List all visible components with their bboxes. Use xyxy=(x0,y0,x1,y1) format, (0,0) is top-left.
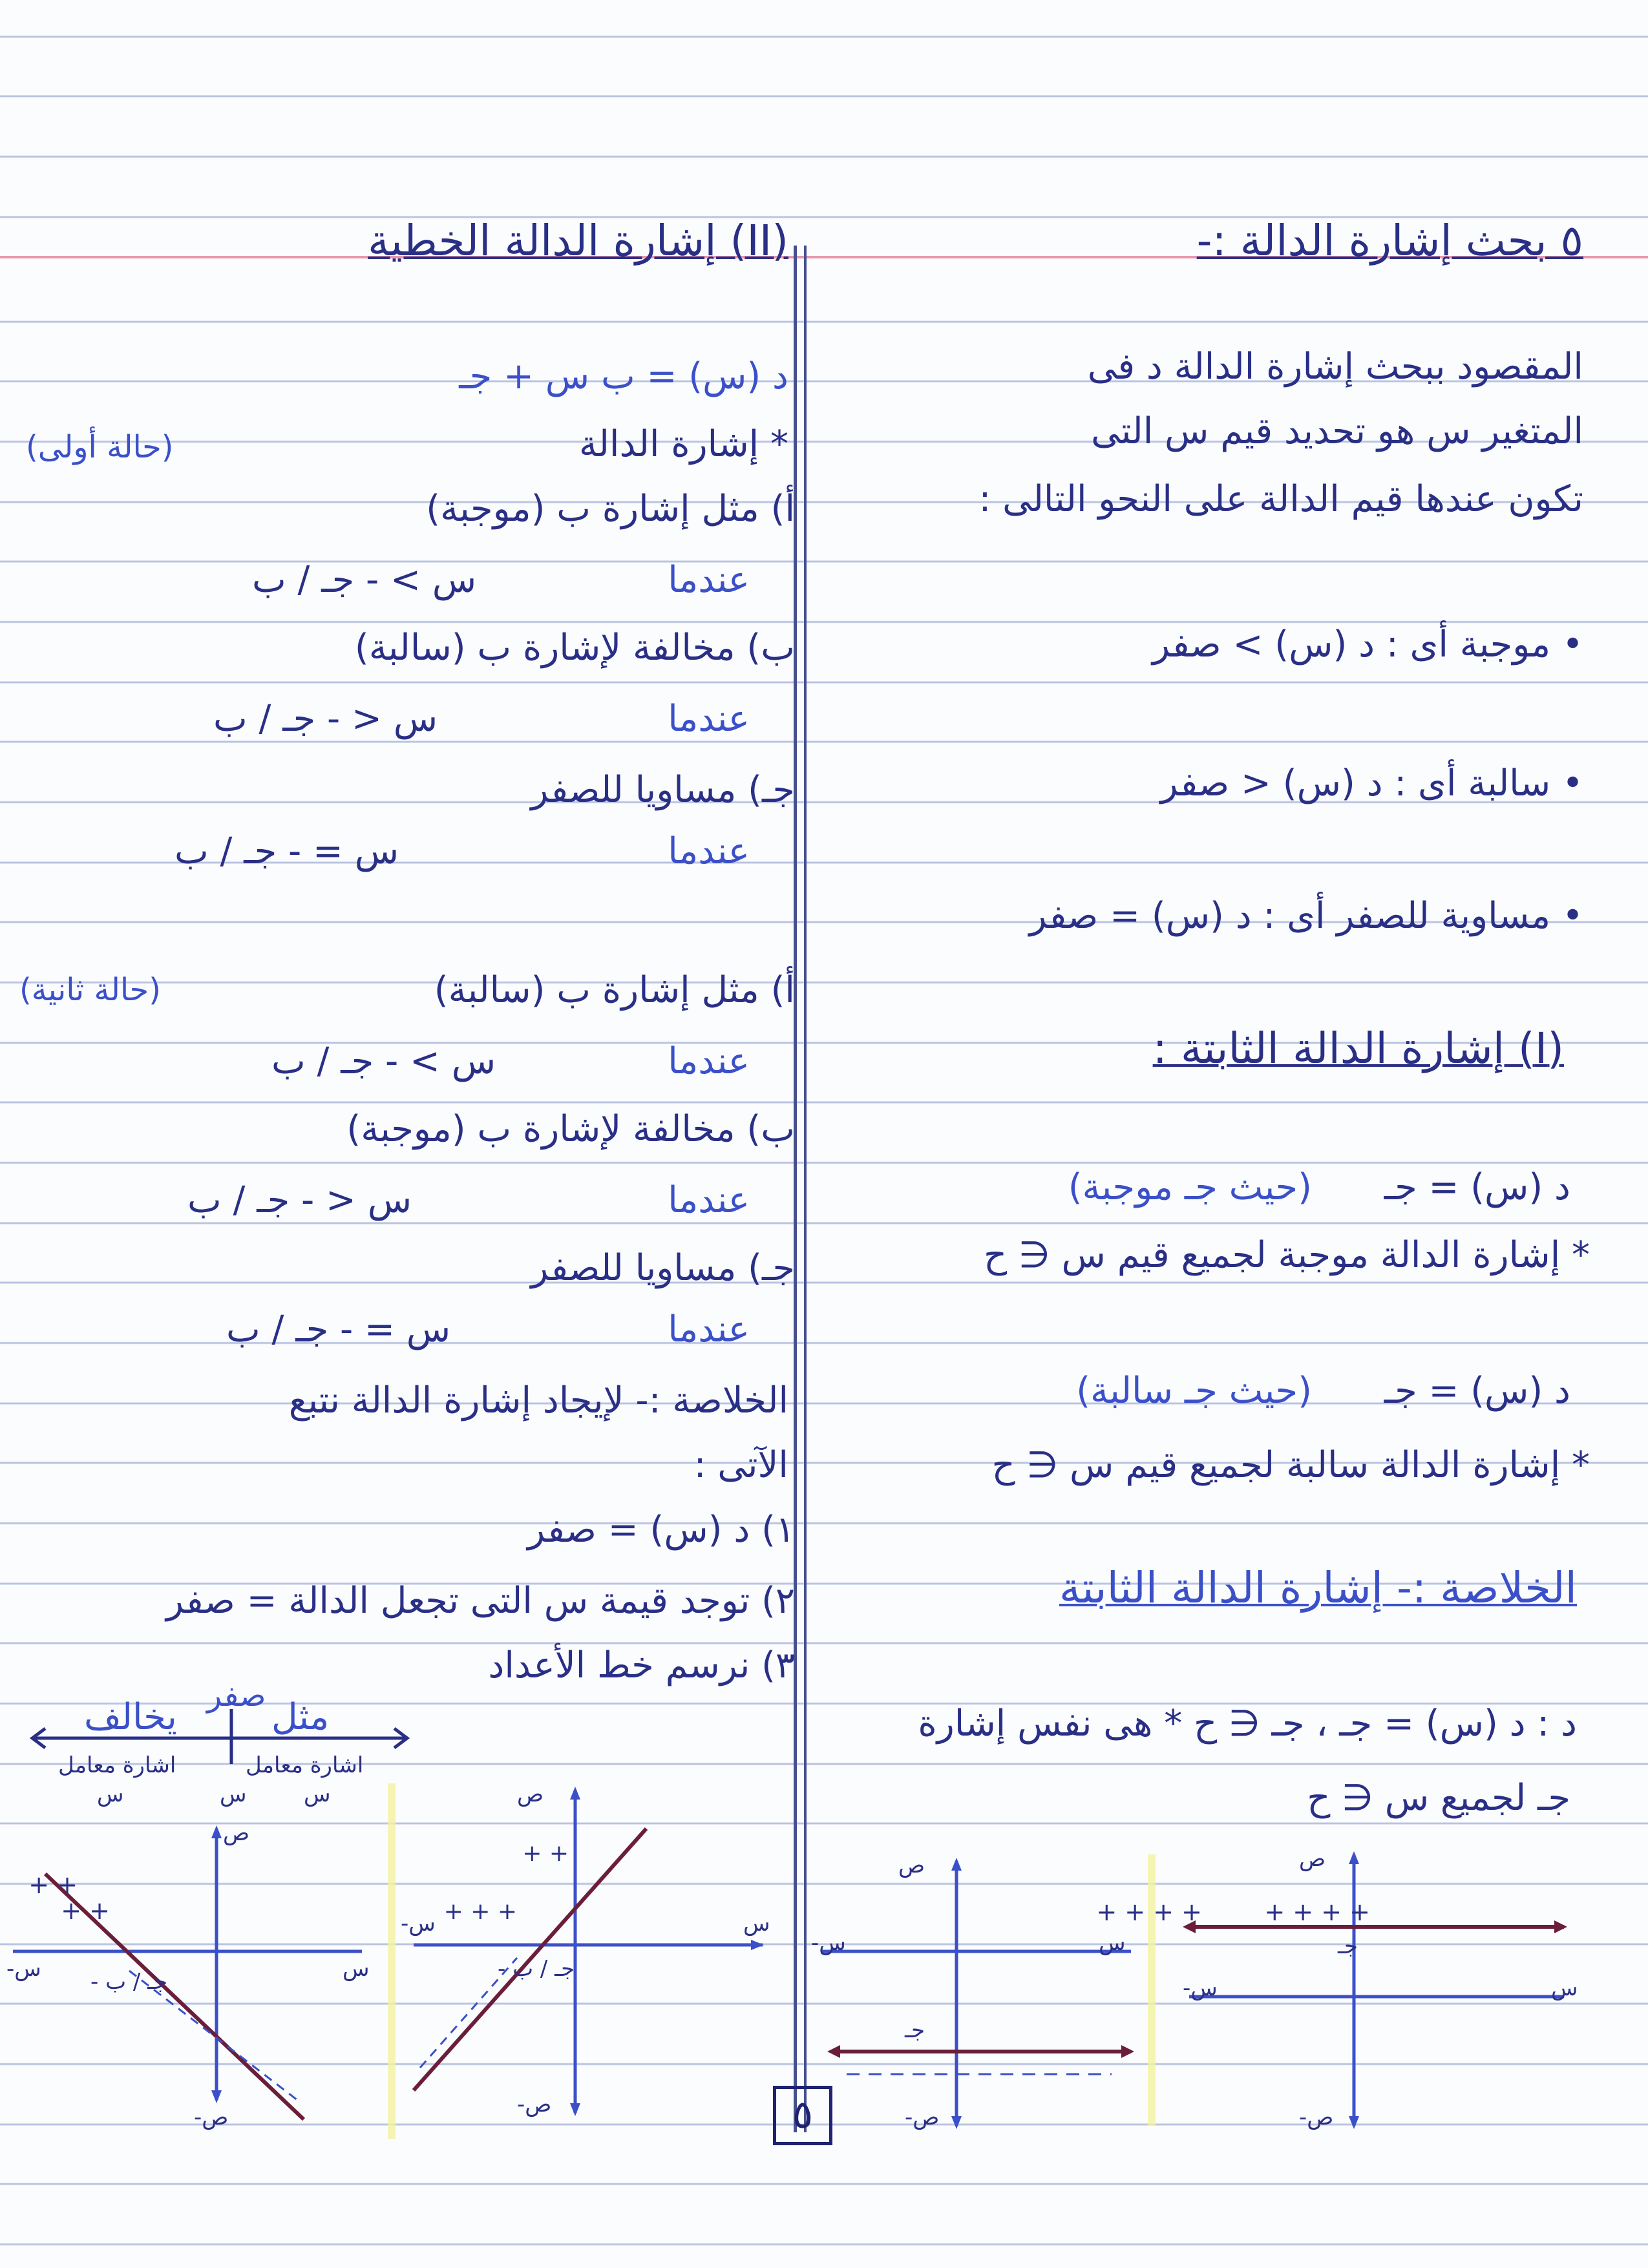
graph-a-root: - جـ / ب xyxy=(90,1969,168,1995)
svg-text:+ +: + + xyxy=(28,1871,78,1899)
svg-text:+ + + +: + + + + xyxy=(1264,1898,1370,1926)
graph-a-y-label: ص xyxy=(223,1820,250,1846)
const-negative-sign: * إشارة الدالة سالبة لجميع قيم س ∈ ح xyxy=(991,1444,1590,1486)
case-1-c-when: عندما xyxy=(668,830,750,872)
nl-zero-label: صفر xyxy=(207,1677,266,1714)
case-1-c-cond: س = - جـ / ب xyxy=(174,830,399,872)
bullet-zero: • مساوية للصفر أى : د (س) = صفر xyxy=(1029,895,1583,937)
const-negative-cond: (حيث جـ سالبة) xyxy=(1076,1370,1312,1412)
intro-line-3: تكون عندها قيم الدالة على النحو التالى : xyxy=(978,478,1583,520)
nl-s-mid: س xyxy=(220,1781,247,1807)
const-negative-eq: د (س) = جـ xyxy=(1384,1370,1570,1412)
const-positive-sign: * إشارة الدالة موجبة لجميع قيم س ∈ ح xyxy=(984,1234,1590,1276)
step-2: ٢) توجد قيمة س التى تجعل الدالة = صفر xyxy=(166,1580,795,1622)
graph-a-yneg-label: ص- xyxy=(194,2105,229,2130)
case-2-b-cond: س < - جـ / ب xyxy=(187,1179,412,1221)
intro-line-1: المقصود ببحث إشارة الدالة د فى xyxy=(1087,346,1583,388)
svg-text:+ + +: + + + xyxy=(443,1898,517,1925)
graph-b-xneg-label: س- xyxy=(401,1911,436,1937)
left-summary-title: الخلاصة :- لإيجاد إشارة الدالة نتبع xyxy=(288,1380,788,1422)
nl-s-left: س xyxy=(97,1781,124,1807)
case-2-b-when: عندما xyxy=(668,1179,750,1221)
linear-equation: د (س) = ب س + جـ xyxy=(459,355,788,397)
bullet-negative: • سالبة أى : د (س) < صفر xyxy=(1160,762,1583,804)
section-heading: ٥ بحث إشارة الدالة :- xyxy=(1196,216,1583,266)
nl-same-label: مثل xyxy=(271,1696,330,1738)
graph-constant-negative xyxy=(808,1854,1144,2139)
nl-opposite-label: يخالف xyxy=(84,1696,177,1738)
case-1-c: جـ) مساويا للصفر xyxy=(531,769,795,811)
highlight-strip-right xyxy=(1148,1854,1156,2126)
graph-constant-positive xyxy=(1096,1848,1577,2139)
case-2-c: جـ) مساويا للصفر xyxy=(531,1247,795,1289)
nl-coef-label-left: اشارة معامل xyxy=(58,1752,176,1778)
graph-d-y-label: ص xyxy=(1299,1846,1326,1872)
intro-line-2: المتغير س هو تحديد قيم س التى xyxy=(1091,410,1583,452)
step-3: ٣) نرسم خط الأعداد xyxy=(488,1644,795,1686)
right-summary-line-2: جـ لجميع س ∈ ح xyxy=(1307,1777,1570,1819)
column-divider-inner xyxy=(804,246,807,2132)
case-2-a-when: عندما xyxy=(668,1040,750,1082)
const-positive-eq: د (س) = جـ xyxy=(1384,1166,1570,1208)
case-1-b-cond: س < - جـ / ب xyxy=(213,698,438,740)
svg-text:+ + + +: + + + + xyxy=(1096,1898,1202,1926)
case-2-a: أ) مثل إشارة ب (سالبة) xyxy=(434,969,795,1011)
graph-b-y-label: ص xyxy=(517,1781,544,1807)
right-summary-line-1: د : د (س) = جـ ، جـ ∈ ح * هى نفس إشارة xyxy=(918,1703,1577,1745)
graph-d-yneg-label: ص- xyxy=(1299,2105,1334,2130)
page-number: ٥ xyxy=(773,2086,832,2145)
const-positive-cond: (حيث جـ موجبة) xyxy=(1068,1166,1312,1208)
nl-s-right: س xyxy=(304,1781,331,1807)
svg-text:+ +: + + xyxy=(522,1840,569,1867)
graph-c-y-label: ص xyxy=(898,1853,925,1878)
case-1-a: أ) مثل إشارة ب (موجبة) xyxy=(426,488,795,530)
graph-c-c-label: جـ xyxy=(905,2017,925,2043)
case-2-c-cond: س = - جـ / ب xyxy=(226,1308,451,1350)
graph-b-yneg-label: ص- xyxy=(517,2092,552,2117)
bullet-positive: • موجبة أى : د (س) > صفر xyxy=(1152,624,1583,666)
case-2-label: (حالة ثانية) xyxy=(19,972,161,1008)
graph-d-xneg-label: س- xyxy=(1183,1975,1218,2001)
case-1-a-cond: س > - جـ / ب xyxy=(252,559,477,601)
graph-b-x-label: س xyxy=(743,1911,770,1937)
nl-coef-label-right: اشارة معامل xyxy=(246,1752,364,1778)
svg-text:+ +: + + xyxy=(61,1896,110,1925)
section-1-title: (I) إشارة الدالة الثابتة : xyxy=(1152,1024,1564,1073)
case-1-b-when: عندما xyxy=(668,698,750,740)
graph-c-x-label: س xyxy=(1099,1930,1126,1956)
left-summary-cont: الآتى : xyxy=(693,1444,788,1486)
right-summary-title: الخلاصة :- إشارة الدالة الثابتة xyxy=(1059,1563,1577,1613)
graph-d-c-label: جـ xyxy=(1338,1933,1358,1959)
case-2-a-cond: س > - جـ / ب xyxy=(271,1040,496,1082)
case-1-a-when: عندما xyxy=(668,559,750,601)
graph-b-root: - جـ / ب xyxy=(498,1956,575,1982)
case-1-b: ب) مخالفة لإشارة ب (سالبة) xyxy=(354,627,795,669)
case-1-label: (حالة أولى) xyxy=(26,429,174,465)
graph-a-x-label: س xyxy=(343,1956,370,1982)
case-2-b: ب) مخالفة لإشارة ب (موجبة) xyxy=(346,1108,795,1150)
graph-increasing-line xyxy=(401,1783,776,2132)
graph-a-xneg-label: س- xyxy=(6,1956,41,1982)
step-1: ١) د (س) = صفر xyxy=(527,1509,795,1551)
case-2-c-when: عندما xyxy=(668,1308,750,1350)
section-2-title: (II) إشارة الدالة الخطية xyxy=(368,216,788,266)
graph-d-x-label: س xyxy=(1551,1975,1578,2001)
highlight-strip-left xyxy=(388,1783,396,2139)
sign-label: * إشارة الدالة xyxy=(578,423,788,465)
graph-c-yneg-label: ص- xyxy=(905,2105,940,2130)
graph-c-xneg-label: س- xyxy=(811,1930,846,1956)
graph-decreasing-line xyxy=(0,1822,388,2145)
